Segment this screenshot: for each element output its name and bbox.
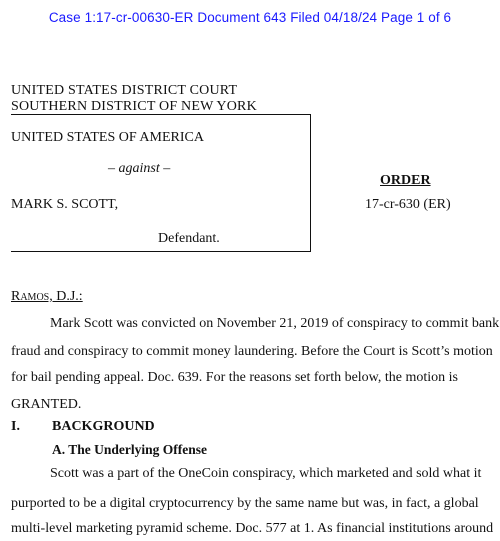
body-line: Scott was a part of the OneCoin conspiracy, which marketed and sold what it (50, 466, 482, 481)
caption-vertical-rule (310, 114, 311, 251)
section-title: BACKGROUND (52, 419, 155, 434)
body-line: GRANTED. (11, 397, 82, 412)
plaintiff-name: UNITED STATES OF AMERICA (11, 130, 204, 145)
body-line: for bail pending appeal. Doc. 639. For the reasons set forth below, the motion is (11, 370, 458, 385)
caption-bottom-rule (11, 251, 311, 252)
judge-signature-line: Ramos, D.J.: (11, 289, 83, 304)
body-line: purported to be a digital cryptocurrency by the same name but was, in fact, a global (11, 496, 479, 511)
court-name-line2: SOUTHERN DISTRICT OF NEW YORK (11, 99, 257, 114)
body-line: multi-level marketing pyramid scheme. Doc. 577 at 1. As financial institutions around (11, 521, 494, 536)
subsection-title: A. The Underlying Offense (52, 442, 208, 457)
caption-top-rule (11, 114, 311, 115)
body-line: fraud and conspiracy to commit money laundering. Before the Court is Scott’s motion (11, 344, 493, 359)
defendant-label: Defendant. (158, 231, 220, 246)
court-name-line1: UNITED STATES DISTRICT COURT (11, 83, 238, 98)
section-number: I. (11, 419, 20, 434)
body-line: Mark Scott was convicted on November 21, 2019 of conspiracy to commit bank (50, 316, 500, 331)
case-header: Case 1:17-cr-00630-ER Document 643 Filed 04/18/24 Page 1 of 6 (48, 10, 452, 25)
order-title: ORDER (380, 173, 431, 188)
docket-number: 17-cr-630 (ER) (365, 197, 451, 212)
against-label: – against – (108, 161, 171, 176)
defendant-name: MARK S. SCOTT, (11, 197, 119, 212)
